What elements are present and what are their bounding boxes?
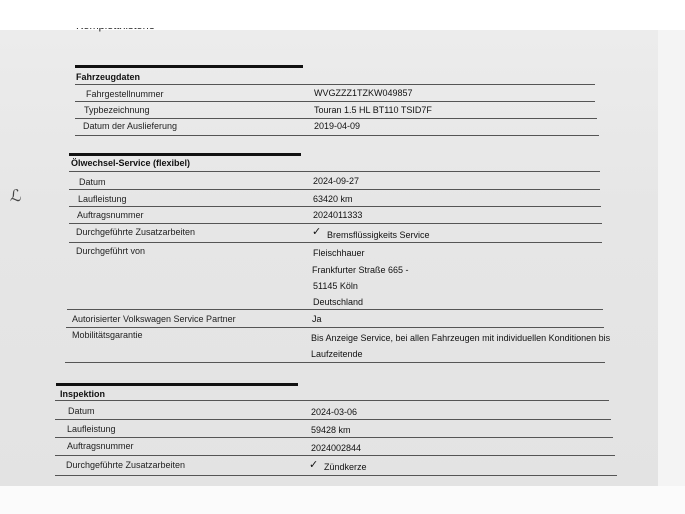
row-rule bbox=[66, 327, 604, 328]
row-rule bbox=[65, 362, 605, 363]
value-fahrgestellnummer: WVGZZZ1TZKW049857 bbox=[314, 88, 413, 98]
section-rule bbox=[75, 65, 303, 68]
row-rule bbox=[75, 118, 597, 119]
bottom-band bbox=[0, 486, 685, 514]
label-datum: Datum bbox=[79, 177, 106, 187]
label-auslieferung: Datum der Auslieferung bbox=[83, 121, 178, 131]
value-typbezeichnung: Touran 1.5 HL BT110 TSID7F bbox=[314, 105, 432, 115]
row-rule bbox=[69, 189, 600, 190]
value-inspektion-zusatzarbeiten: Zündkerze bbox=[324, 462, 367, 472]
value-werkstatt-ort: 51145 Köln bbox=[313, 281, 358, 291]
label-zusatzarbeiten: Durchgeführte Zusatzarbeiten bbox=[76, 227, 196, 237]
value-inspektion-datum: 2024-03-06 bbox=[311, 407, 358, 417]
row-rule bbox=[67, 309, 603, 310]
label-typbezeichnung: Typbezeichnung bbox=[84, 105, 150, 115]
row-rule bbox=[55, 419, 611, 420]
label-inspektion-laufleistung: Laufleistung bbox=[67, 424, 116, 434]
row-rule bbox=[69, 223, 602, 224]
label-inspektion-zusatzarbeiten: Durchgeführte Zusatzarbeiten bbox=[66, 460, 186, 470]
value-inspektion-laufleistung: 59428 km bbox=[311, 425, 351, 435]
row-rule bbox=[75, 101, 595, 102]
value-laufleistung: 63420 km bbox=[313, 194, 353, 204]
value-mobilitaetsgarantie-line2: Laufzeitende bbox=[311, 349, 363, 359]
hole-punch-mark-icon: ℒ bbox=[10, 186, 22, 205]
value-service-partner: Ja bbox=[312, 314, 322, 324]
top-band bbox=[0, 0, 685, 30]
label-durchgefuehrt-von: Durchgeführt von bbox=[76, 246, 146, 256]
value-datum: 2024-09-27 bbox=[313, 176, 360, 186]
label-laufleistung: Laufleistung bbox=[78, 194, 127, 204]
value-auftragsnummer: 2024011333 bbox=[313, 210, 363, 220]
row-rule bbox=[69, 171, 600, 172]
section-title-inspektion: Inspektion bbox=[60, 389, 106, 399]
label-auftragsnummer: Auftragsnummer bbox=[77, 210, 144, 220]
value-werkstatt-land: Deutschland bbox=[313, 297, 364, 307]
section-rule bbox=[69, 153, 301, 156]
value-zusatzarbeiten: Bremsflüssigkeits Service bbox=[327, 230, 430, 240]
label-inspektion-auftragsnummer: Auftragsnummer bbox=[67, 441, 134, 451]
row-rule bbox=[75, 84, 595, 85]
checkmark-icon: ✓ bbox=[312, 226, 322, 238]
row-rule bbox=[75, 135, 599, 136]
label-inspektion-datum: Datum bbox=[68, 406, 95, 416]
value-inspektion-auftragsnummer: 2024002844 bbox=[311, 443, 362, 453]
row-rule bbox=[69, 242, 602, 243]
row-rule bbox=[55, 437, 613, 438]
paper-edge bbox=[658, 28, 685, 486]
value-auslieferung: 2019-04-09 bbox=[314, 121, 361, 131]
label-service-partner: Autorisierter Volkswagen Service Partner bbox=[72, 314, 236, 324]
row-rule bbox=[55, 475, 617, 476]
label-mobilitaetsgarantie: Mobilitätsgarantie bbox=[72, 330, 143, 340]
label-fahrgestellnummer: Fahrgestellnummer bbox=[86, 89, 164, 99]
section-title-oelwechsel: Ölwechsel-Service (flexibel) bbox=[71, 158, 191, 168]
section-title-fahrzeugdaten: Fahrzeugdaten bbox=[76, 72, 141, 82]
checkmark-icon: ✓ bbox=[309, 459, 319, 471]
value-mobilitaetsgarantie-line1: Bis Anzeige Service, bei allen Fahrzeugen mit individuellen Konditionen bis bbox=[311, 333, 611, 343]
row-rule bbox=[55, 400, 609, 401]
value-werkstatt-strasse: Frankfurter Straße 665 - bbox=[312, 265, 409, 275]
section-rule bbox=[56, 383, 298, 386]
value-werkstatt-name: Fleischhauer bbox=[313, 248, 365, 258]
row-rule bbox=[55, 455, 615, 456]
row-rule bbox=[69, 206, 601, 207]
